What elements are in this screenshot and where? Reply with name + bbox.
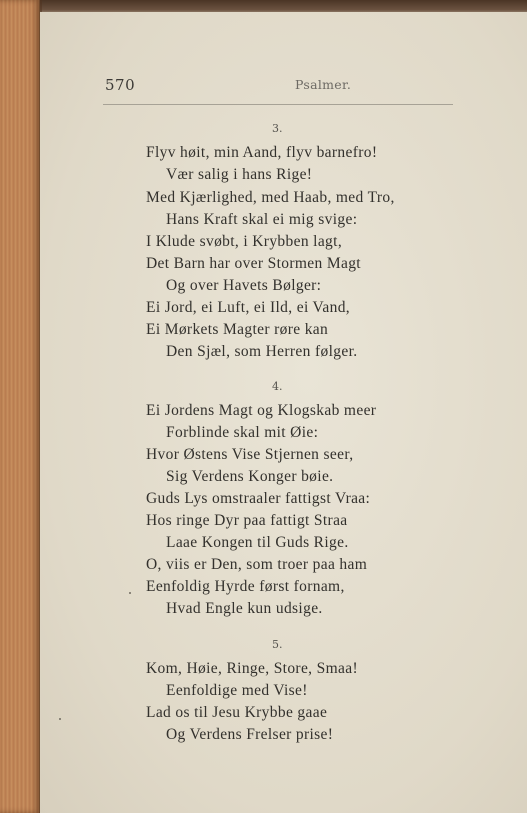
running-title: Psalmer. <box>295 77 352 92</box>
verse-line: Vær salig i hans Rige! <box>166 166 313 183</box>
verse-line: Hvad Engle kun udsige. <box>166 600 323 617</box>
page-header <box>105 76 455 98</box>
verse-line: Hans Kraft skal ei mig svige: <box>166 211 358 228</box>
stanza-number: 3. <box>272 122 283 135</box>
verse-line: Kom, Høie, Ringe, Store, Smaa! <box>146 660 358 677</box>
verse-line: Eenfoldige med Vise! <box>166 682 308 699</box>
verse-line: Ei Mørkets Magter røre kan <box>146 321 329 338</box>
verse-line: Den Sjæl, som Herren følger. <box>166 343 358 360</box>
verse-line: Hos ringe Dyr paa fattigt Straa <box>146 512 348 529</box>
verse-line: Det Barn har over Stormen Magt <box>146 255 361 272</box>
verse-line: Flyv høit, min Aand, flyv barnefro! <box>146 144 378 161</box>
verse-line: Ei Jordens Magt og Klogskab meer <box>146 402 377 419</box>
paper-speck <box>129 592 131 594</box>
verse-line: O, viis er Den, som troer paa ham <box>146 556 368 573</box>
verse-line: Og Verdens Frelser prise! <box>166 726 334 743</box>
verse-line: Og over Havets Bølger: <box>166 277 322 294</box>
verse-line: Med Kjærlighed, med Haab, med Tro, <box>146 189 395 206</box>
verse-line: Ei Jord, ei Luft, ei Ild, ei Vand, <box>146 299 351 316</box>
stanza-number: 4. <box>272 380 283 393</box>
verse-line: Forblinde skal mit Øie: <box>166 424 319 441</box>
verse-line: Eenfoldig Hyrde først fornam, <box>146 578 345 595</box>
verse-line: Hvor Østens Vise Stjernen seer, <box>146 446 354 463</box>
verse-line: Lad os til Jesu Krybbe gaae <box>146 704 328 721</box>
stanza-number: 5. <box>272 638 283 651</box>
verse-line: I Klude svøbt, i Krybben lagt, <box>146 233 343 250</box>
header-rule <box>103 104 453 105</box>
verse-line: Sig Verdens Konger bøie. <box>166 468 334 485</box>
book-page-edges <box>0 0 40 813</box>
page-number: 570 <box>105 76 136 94</box>
verse-line: Guds Lys omstraaler fattigst Vraa: <box>146 490 371 507</box>
paper-speck <box>59 718 61 720</box>
verse-line: Laae Kongen til Guds Rige. <box>166 534 349 551</box>
